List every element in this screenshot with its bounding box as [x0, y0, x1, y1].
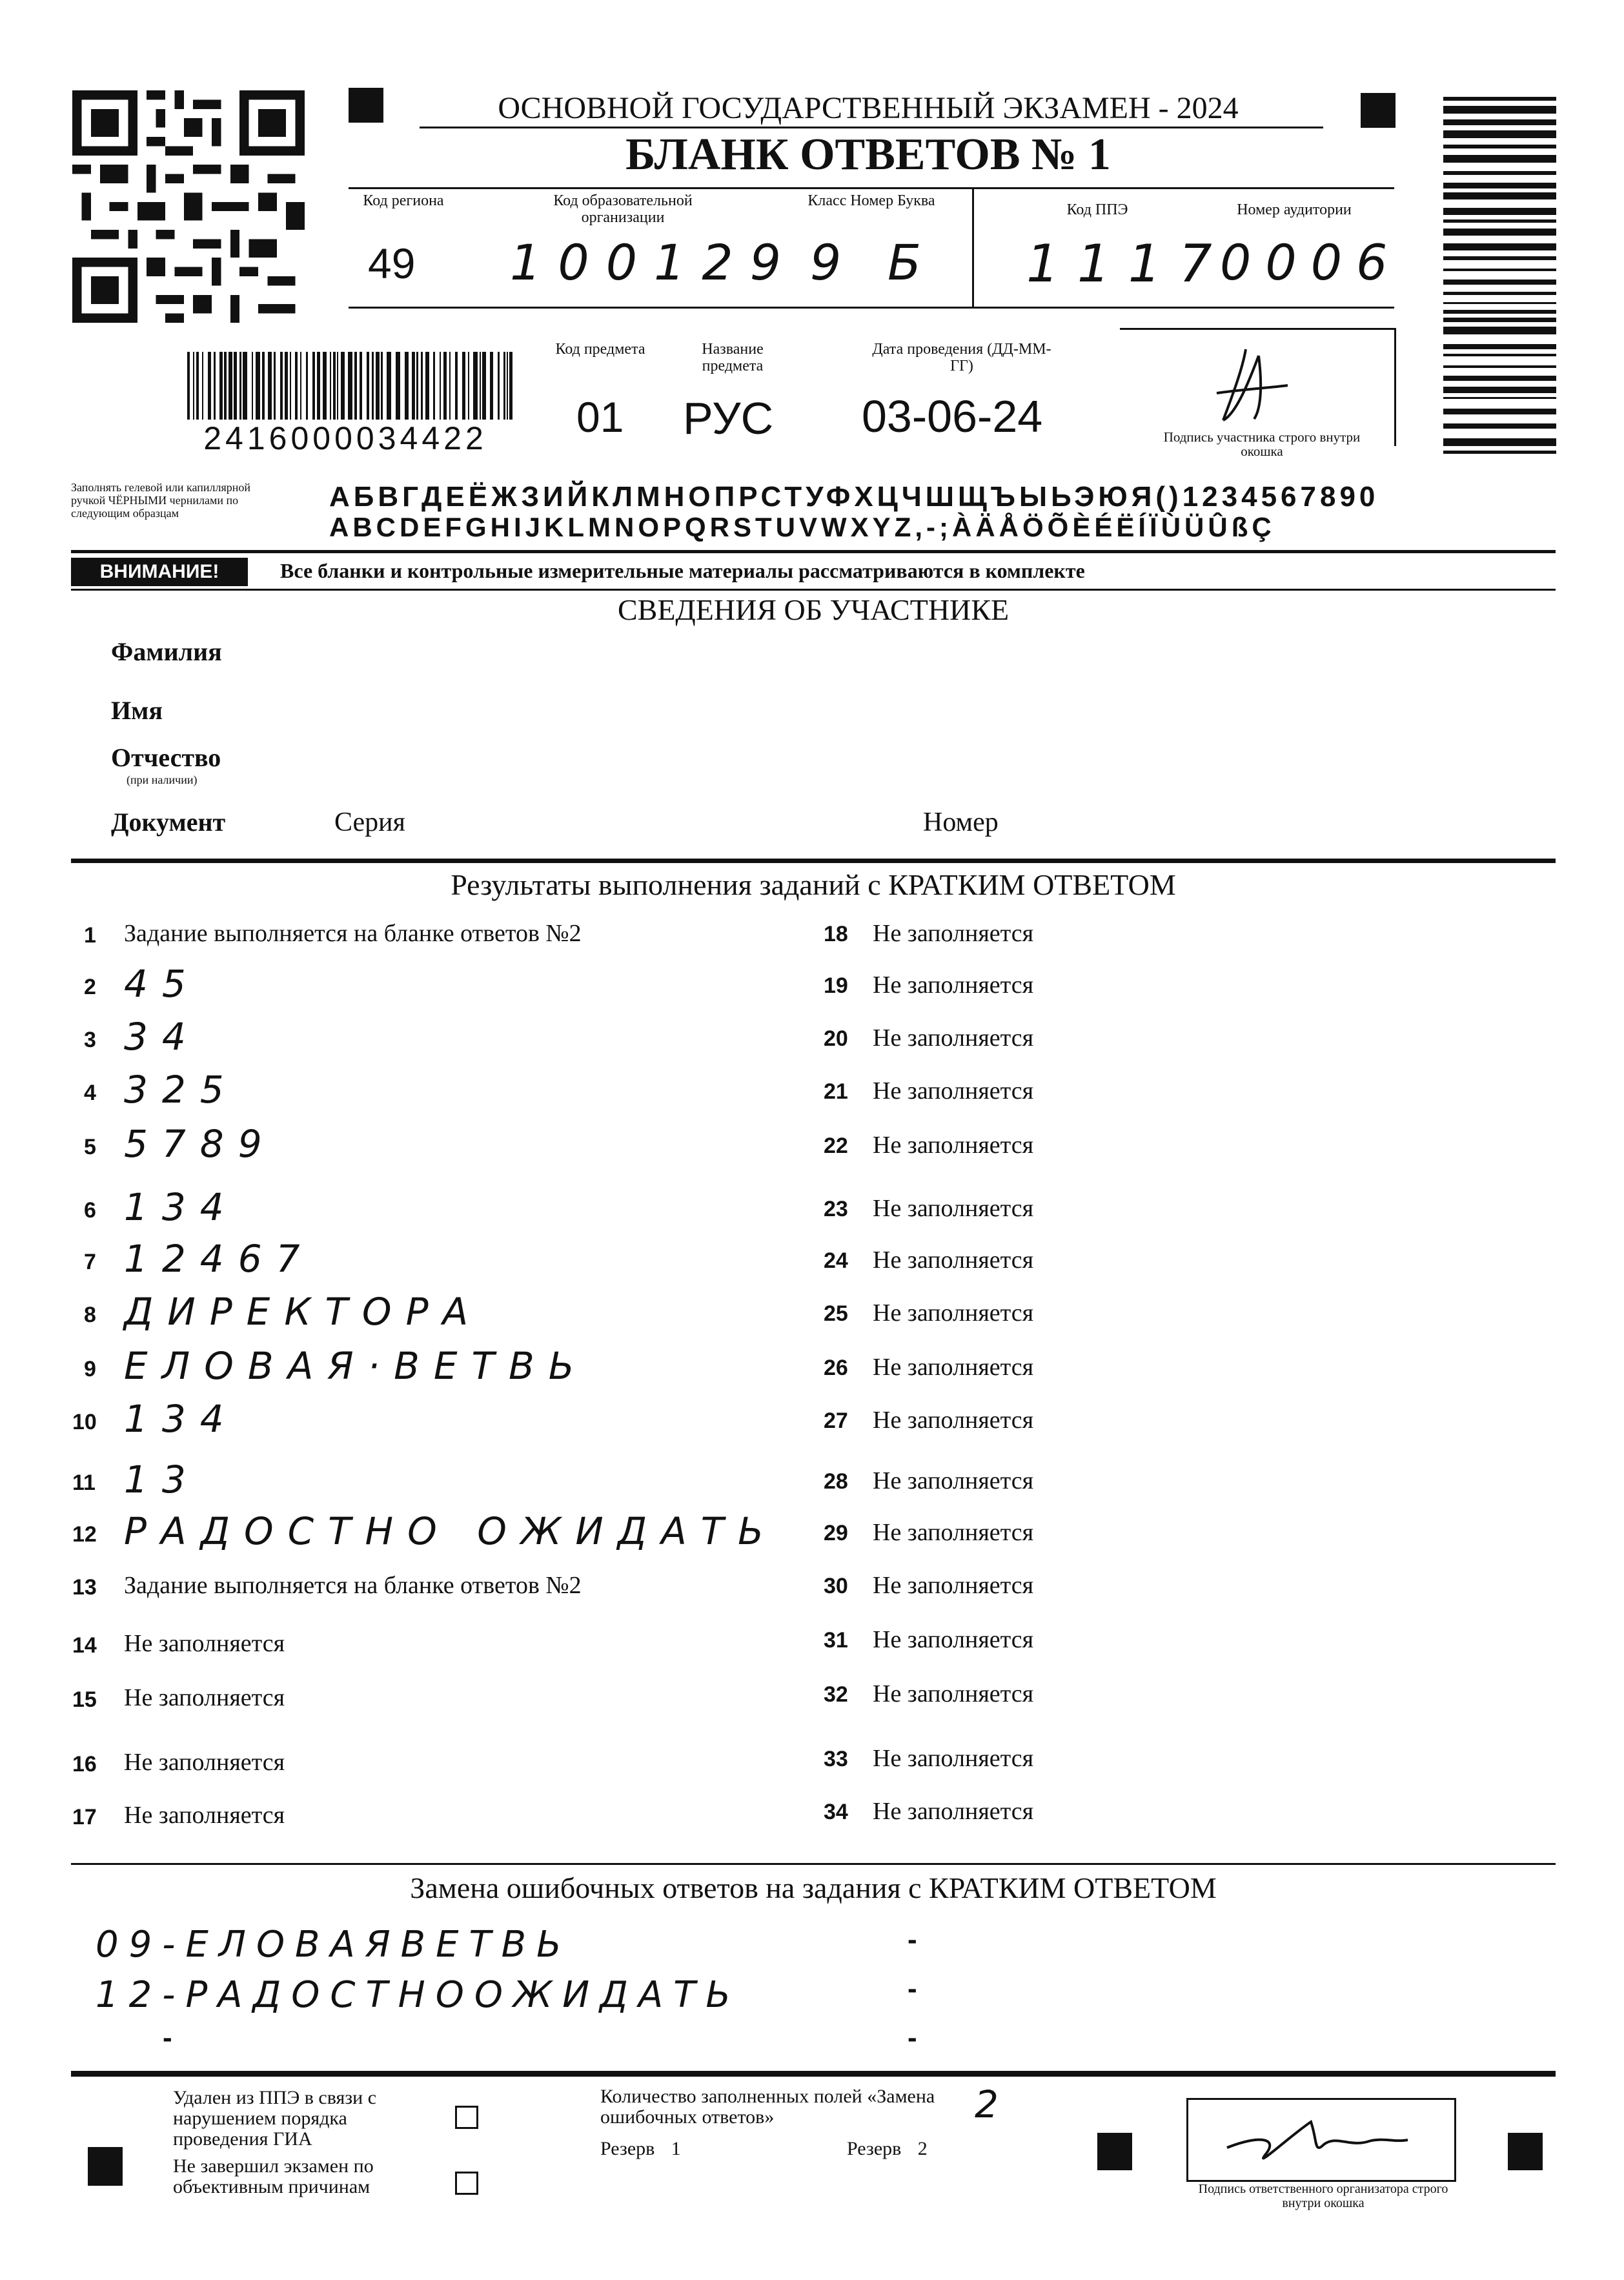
region-label: Код региона — [363, 192, 444, 209]
participant-bottom-rule — [71, 859, 1556, 863]
series-label: Серия — [334, 808, 405, 837]
qr-code — [72, 90, 305, 323]
count-label: Количество заполненных полей «Замена ошибочных ответов» — [600, 2086, 935, 2128]
subject-name-label: Название предмета — [702, 341, 764, 374]
codes-bottom-rule — [349, 307, 1394, 309]
answer-number: 23 — [824, 1197, 848, 1221]
answer-note: Не заполняется — [873, 1407, 1034, 1434]
org-value: 100129 — [510, 234, 798, 291]
room-label: Номер аудитории — [1237, 201, 1352, 218]
answer-value: 5789 — [124, 1122, 276, 1166]
answer-number: 29 — [824, 1521, 848, 1545]
sample-bottom-rule — [71, 550, 1556, 553]
answer-number: 14 — [72, 1633, 97, 1658]
replacement-dash-right-3: - — [908, 2022, 917, 2053]
region-value: 49 — [368, 239, 416, 287]
notice-bottom-rule — [71, 589, 1556, 591]
answer-note: Не заполняется — [873, 1024, 1034, 1052]
anchor-mark-bottom-mid — [1097, 2133, 1132, 2170]
answer-note: Не заполняется — [873, 1132, 1034, 1159]
anchor-mark-bottom-right — [1508, 2133, 1543, 2170]
anchor-mark-top-left — [349, 88, 383, 123]
reserve-1-label: Резерв 1 — [600, 2138, 681, 2159]
ppe-label: Код ППЭ — [1066, 201, 1128, 218]
sample-cyrillic-row: АБВГДЕЁЖЗИЙКЛМНОПРСТУФХЦЧШЩЪЫЬЭЮЯ()1234567890 — [329, 481, 1379, 513]
answer-number: 3 — [84, 1028, 96, 1052]
answer-value: 45 — [124, 962, 200, 1006]
answer-value: 34 — [124, 1015, 200, 1059]
class-letter: Б — [888, 234, 933, 291]
ppe-value: 1117 — [1026, 234, 1230, 294]
surname-label: Фамилия — [111, 637, 222, 666]
answer-note: Не заполняется — [873, 1519, 1034, 1546]
answer-number: 31 — [824, 1628, 848, 1653]
participant-signature — [1197, 343, 1301, 433]
answer-note: Не заполняется — [873, 1247, 1034, 1274]
answer-number: 33 — [824, 1747, 848, 1771]
replacement-entry-2: 12-РАДОСТНООЖИДАТЬ — [96, 1974, 741, 2016]
answer-number: 32 — [824, 1682, 848, 1707]
participant-section-title: СВЕДЕНИЯ ОБ УЧАСТНИКЕ — [617, 593, 1010, 626]
replacement-bottom-rule — [71, 2071, 1556, 2077]
patronymic-label: Отчество — [111, 743, 221, 772]
number-label: Номер — [923, 808, 999, 837]
organizer-signature — [1221, 2109, 1414, 2167]
answer-number: 7 — [84, 1250, 96, 1274]
answer-note: Не заполняется — [873, 920, 1034, 947]
answer-note: Не заполняется — [873, 1745, 1034, 1772]
answer-value: 12467 — [124, 1237, 314, 1281]
answer-note: Не заполняется — [873, 1626, 1034, 1653]
replacement-dash-right-2: - — [908, 1973, 917, 2004]
answer-number: 9 — [84, 1357, 96, 1381]
answer-value: 134 — [124, 1397, 238, 1441]
answer-value: 325 — [124, 1068, 238, 1112]
room-value: 0006 — [1220, 234, 1402, 291]
removed-checkbox[interactable] — [455, 2106, 478, 2129]
side-barcode — [1443, 97, 1556, 458]
replacement-dash-right-1: - — [908, 1924, 917, 1955]
organizer-signature-caption: Подпись ответственного организатора строго внутри окошка — [1198, 2182, 1448, 2210]
exam-title: ОСНОВНОЙ ГОСУДАРСТВЕННЫЙ ЭКЗАМЕН - 2024 — [498, 91, 1239, 125]
participant-signature-caption: Подпись участника строго внутри окошка — [1163, 429, 1361, 459]
answer-number: 28 — [824, 1469, 848, 1494]
answer-note: Не заполняется — [124, 1802, 285, 1829]
date-value: 03-06-24 — [862, 391, 1043, 442]
answer-number: 30 — [824, 1574, 848, 1598]
subject-name-value: РУС — [683, 393, 774, 443]
answer-number: 25 — [824, 1301, 848, 1326]
answer-number: 5 — [84, 1135, 96, 1159]
answer-number: 6 — [84, 1198, 96, 1223]
answer-note: Задание выполняется на бланке ответов №2 — [124, 920, 582, 947]
answer-note: Задание выполняется на бланке ответов №2 — [124, 1572, 582, 1599]
answer-number: 12 — [72, 1522, 97, 1547]
answer-number: 13 — [72, 1575, 97, 1600]
answer-number: 34 — [824, 1800, 848, 1824]
org-label: Код образовательной организации — [553, 192, 693, 226]
answer-number: 11 — [72, 1471, 96, 1495]
patronymic-note: (при наличии) — [127, 773, 198, 786]
codes-divider — [972, 187, 974, 307]
form-title: БЛАНК ОТВЕТОВ № 1 — [625, 130, 1111, 179]
barcode-number: 2416000034422 — [203, 420, 487, 456]
answer-note: Не заполняется — [873, 1354, 1034, 1381]
count-value: 2 — [975, 2082, 1010, 2126]
answer-number: 18 — [824, 922, 848, 946]
answer-note: Не заполняется — [873, 1798, 1034, 1825]
subject-code-label: Код предмета — [555, 341, 645, 358]
answer-number: 26 — [824, 1356, 848, 1380]
answer-number: 17 — [72, 1805, 97, 1829]
answer-note: Не заполняется — [873, 1572, 1034, 1599]
answer-value: ЕЛОВАЯ·ВЕТВЬ — [124, 1344, 589, 1388]
replacement-dash-left-3: - — [163, 2022, 172, 2053]
answer-number: 27 — [824, 1409, 848, 1433]
results-bottom-rule — [71, 1863, 1556, 1865]
answer-number: 4 — [84, 1081, 96, 1105]
answer-value: 13 — [124, 1458, 200, 1501]
answer-number: 24 — [824, 1248, 848, 1273]
class-label: Класс Номер Буква — [807, 192, 935, 209]
organizer-signature-box — [1186, 2098, 1456, 2182]
anchor-mark-bottom-left — [88, 2147, 123, 2186]
answer-note: Не заполняется — [124, 1684, 285, 1711]
class-number: 9 — [810, 234, 853, 291]
name-label: Имя — [111, 696, 163, 725]
removed-label: Удален из ППЭ в связи с нарушением порядка проведения ГИА — [173, 2087, 377, 2150]
answer-note: Не заполняется — [873, 1299, 1034, 1327]
answer-value: РАДОСТНО ОЖИДАТЬ — [124, 1509, 778, 1553]
participant-signature-box — [1120, 328, 1396, 446]
codes-top-rule — [349, 187, 1394, 189]
reserve-2-label: Резерв 2 — [847, 2138, 928, 2159]
answer-number: 8 — [84, 1303, 96, 1327]
document-label: Документ — [111, 808, 226, 837]
answer-value: 134 — [124, 1185, 238, 1229]
date-label: Дата проведения (ДД-ММ-ГГ) — [872, 341, 1051, 374]
answer-number: 2 — [84, 975, 96, 999]
answer-number: 10 — [72, 1410, 97, 1434]
anchor-mark-top-right — [1361, 93, 1396, 128]
answer-number: 15 — [72, 1687, 97, 1712]
answer-number: 16 — [72, 1752, 97, 1776]
not-finished-label: Не завершил экзамен по объективным причинам — [173, 2155, 374, 2197]
answer-number: 20 — [824, 1026, 848, 1051]
answer-number: 19 — [824, 973, 848, 998]
not-finished-checkbox[interactable] — [455, 2172, 478, 2195]
answer-note: Не заполняется — [124, 1749, 285, 1776]
subject-code-value: 01 — [576, 393, 624, 441]
answer-note: Не заполняется — [873, 972, 1034, 999]
replacement-entry-1: 09-ЕЛОВАЯВЕТВЬ — [96, 1924, 572, 1966]
answer-number: 1 — [84, 923, 96, 948]
notice-badge: ВНИМАНИЕ! — [71, 558, 248, 586]
notice-text: Все бланки и контрольные измерительные материалы рассматриваются в комплекте — [280, 559, 1085, 582]
answer-value: ДИРЕКТОРА — [124, 1290, 483, 1334]
answer-number: 22 — [824, 1134, 848, 1158]
exam-title-underline — [420, 127, 1323, 128]
answer-note: Не заполняется — [873, 1467, 1034, 1494]
replacement-section-title: Замена ошибочных ответов на задания с КРАТКИМ ОТВЕТОМ — [410, 1871, 1217, 1904]
answer-note: Не заполняется — [873, 1077, 1034, 1104]
answer-number: 21 — [824, 1079, 848, 1104]
answer-note: Не заполняется — [873, 1195, 1034, 1222]
answer-note: Не заполняется — [873, 1680, 1034, 1707]
results-section-title: Результаты выполнения заданий с КРАТКИМ ОТВЕТОМ — [451, 868, 1176, 901]
sample-latin-row: ABCDEFGHIJKLMNOPQRSTUVWXYZ,-;ÀÄÅÖÕÈÉËÍÏÙÜÛßÇ — [329, 512, 1275, 542]
answer-note: Не заполняется — [124, 1630, 285, 1657]
sample-instruction: Заполнять гелевой или капиллярной ручкой ЧЁРНЫМИ чернилами по следующим образцам — [71, 481, 250, 520]
